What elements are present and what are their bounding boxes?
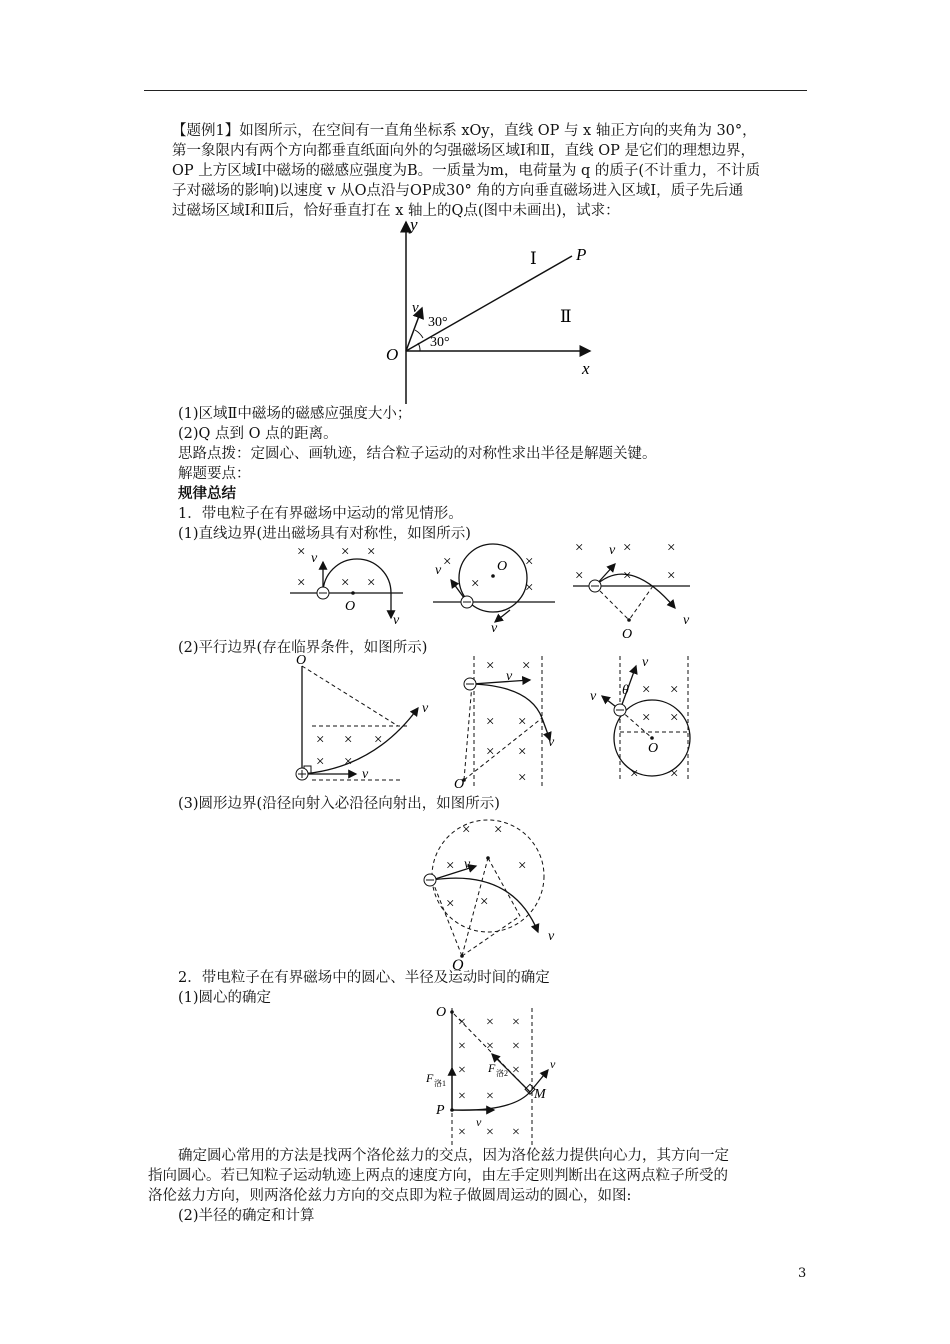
summary-sub-2-1: (1)圆心的确定 (178, 990, 272, 1006)
velocity-label: v (548, 735, 555, 750)
summary-heading: 规律总结 (178, 486, 236, 502)
center-label: O (452, 957, 464, 974)
cross-mark: × (486, 658, 495, 674)
center-label: O (497, 559, 508, 574)
summary-item-2: 2．带电粒子在有界磁场中的圆心、半径及运动时间的确定 (178, 970, 550, 986)
cross-mark: × (575, 568, 584, 584)
center-label: O (345, 599, 356, 614)
paragraph-line-1: 确定圆心常用的方法是找两个洛伦兹力的交点，因为洛伦兹力提供向心力，其方向一定 (178, 1148, 729, 1164)
summary-sub-2-2: (2)半径的确定和计算 (178, 1208, 315, 1224)
region-2-label: Ⅱ (560, 307, 572, 326)
cross-mark: × (367, 575, 376, 591)
cross-mark: × (518, 744, 527, 760)
cross-mark: × (471, 576, 480, 592)
y-axis-label: y (410, 215, 418, 234)
center-label: O (454, 777, 465, 792)
summary-item-1: 1．带电粒子在有界磁场中运动的常见情形。 (178, 506, 463, 522)
figure-coordinate-system (360, 212, 610, 408)
problem-line-1: 【题例1】如图所示，在空间有一直角坐标系 xOy，直线 OP 与 x 轴正方向的夹角为 30°， (172, 123, 757, 139)
problem-line-5: 过磁场区域Ⅰ和Ⅱ后，恰好垂直打在 x 轴上的Q点(图中未画出)，试求： (172, 203, 620, 219)
cross-mark: × (297, 575, 306, 591)
cross-mark: × (341, 575, 350, 591)
figure-straight-boundary (285, 540, 705, 640)
figure-circular-boundary (418, 812, 578, 972)
angle-bottom-label: 30° (430, 335, 450, 350)
problem-line-2: 第一象限内有两个方向都垂直纸面向外的匀强磁场区域Ⅰ和Ⅱ，直线 OP 是它们的理想边界， (172, 143, 755, 159)
key-points: 解题要点： (178, 466, 251, 482)
cross-mark: × (512, 1039, 520, 1054)
center-label: O (296, 653, 307, 668)
cross-mark: × (512, 1063, 520, 1078)
center-label: O (648, 741, 659, 756)
cross-mark: × (462, 822, 471, 838)
cross-mark: × (316, 732, 325, 748)
angle-top-label: 30° (428, 315, 448, 330)
cross-mark: × (518, 770, 527, 786)
cross-mark: × (630, 766, 639, 782)
summary-sub-3: (3)圆形边界(沿径向射入必沿径向射出，如图所示) (178, 796, 500, 812)
velocity-label: v (464, 857, 471, 872)
cross-mark: × (443, 554, 452, 570)
cross-mark: × (575, 540, 584, 556)
cross-mark: × (518, 714, 527, 730)
velocity-label: v (412, 300, 419, 316)
velocity-label: v (422, 701, 429, 716)
cross-mark: × (486, 1125, 494, 1140)
cross-mark: × (367, 544, 376, 560)
page-number: 3 (798, 1266, 807, 1281)
figure-parallel-boundary (290, 652, 700, 792)
theta-label: θ (622, 683, 629, 698)
cross-mark: × (642, 710, 651, 726)
velocity-label: v (506, 669, 513, 684)
velocity-label: v (683, 613, 690, 628)
velocity-label: v (590, 689, 597, 704)
cross-mark: × (344, 732, 353, 748)
velocity-label: v (548, 929, 555, 944)
question-1: (1)区域Ⅱ中磁场的磁感应强度大小； (178, 406, 412, 422)
cross-mark: × (458, 1039, 466, 1054)
x-axis-label: x (582, 359, 590, 378)
cross-mark: × (344, 754, 353, 770)
velocity-label: v (435, 563, 442, 578)
cross-mark: × (670, 766, 679, 782)
point-p-label: P (436, 1103, 445, 1118)
velocity-label: v (362, 767, 369, 782)
cross-mark: × (512, 1125, 520, 1140)
cross-mark: × (446, 896, 455, 912)
cross-mark: × (667, 568, 676, 584)
cross-mark: × (297, 544, 306, 560)
velocity-label: v (491, 621, 498, 636)
force-2-subscript: 洛2 (496, 1069, 508, 1078)
cross-mark: × (316, 754, 325, 770)
problem-line-4: 子对磁场的影响)以速度 v 从O点沿与OP成30° 角的方向垂直磁场进入区域Ⅰ，质子先后通 (172, 183, 744, 199)
cross-mark: × (446, 858, 455, 874)
cross-mark: × (670, 710, 679, 726)
cross-mark: × (480, 894, 489, 910)
header-rule (144, 90, 807, 91)
cross-mark: × (486, 1039, 494, 1054)
region-1-label: Ⅰ (530, 249, 537, 268)
cross-mark: × (374, 732, 383, 748)
force-2-label: F (488, 1061, 496, 1075)
paragraph-line-2: 指向圆心。若已知粒子运动轨迹上两点的速度方向，由左手定则判断出在这两点粒子所受的 (148, 1168, 728, 1184)
point-o-label: O (436, 1005, 447, 1020)
force-1-label: F (426, 1071, 434, 1085)
cross-mark: × (486, 744, 495, 760)
cross-mark: × (642, 682, 651, 698)
cross-mark: × (670, 682, 679, 698)
velocity-label: v (642, 655, 649, 670)
velocity-label: v (393, 613, 400, 628)
cross-mark: × (525, 580, 534, 596)
hint: 思路点拨：定圆心、画轨迹，结合粒子运动的对称性求出半径是解题关键。 (178, 446, 657, 462)
cross-mark: × (458, 1125, 466, 1140)
origin-label: O (386, 345, 399, 364)
point-m-label: M (534, 1087, 546, 1102)
cross-mark: × (458, 1089, 466, 1104)
summary-sub-1: (1)直线边界(进出磁场具有对称性，如图所示) (178, 526, 471, 542)
figure-center-determination (420, 1004, 580, 1148)
cross-mark: × (623, 568, 632, 584)
cross-mark: × (518, 858, 527, 874)
cross-mark: × (512, 1015, 520, 1030)
velocity-label: v (550, 1057, 556, 1071)
cross-mark: × (525, 554, 534, 570)
cross-mark: × (494, 822, 503, 838)
cross-mark: × (667, 540, 676, 556)
cross-mark: × (486, 1089, 494, 1104)
cross-mark: × (458, 1015, 466, 1030)
cross-mark: × (623, 540, 632, 556)
velocity-label: v (476, 1115, 482, 1129)
cross-mark: × (522, 658, 531, 674)
cross-mark: × (486, 714, 495, 730)
question-2: (2)Q 点到 O 点的距离。 (178, 426, 338, 442)
velocity-label: v (609, 543, 616, 558)
cross-mark: × (486, 1015, 494, 1030)
velocity-label: v (311, 551, 318, 566)
cross-mark: × (458, 1063, 466, 1078)
force-1-subscript: 洛1 (434, 1079, 446, 1088)
summary-sub-2: (2)平行边界(存在临界条件，如图所示) (178, 640, 428, 656)
point-p-label: P (576, 245, 587, 264)
problem-line-3: OP 上方区域Ⅰ中磁场的磁感应强度为B。一质量为m，电荷量为 q 的质子(不计重力，不计质 (172, 163, 761, 179)
paragraph-line-3: 洛伦兹力方向，则两洛伦兹力方向的交点即为粒子做圆周运动的圆心，如图: (148, 1188, 632, 1204)
cross-mark: × (341, 544, 350, 560)
center-label: O (622, 627, 633, 642)
